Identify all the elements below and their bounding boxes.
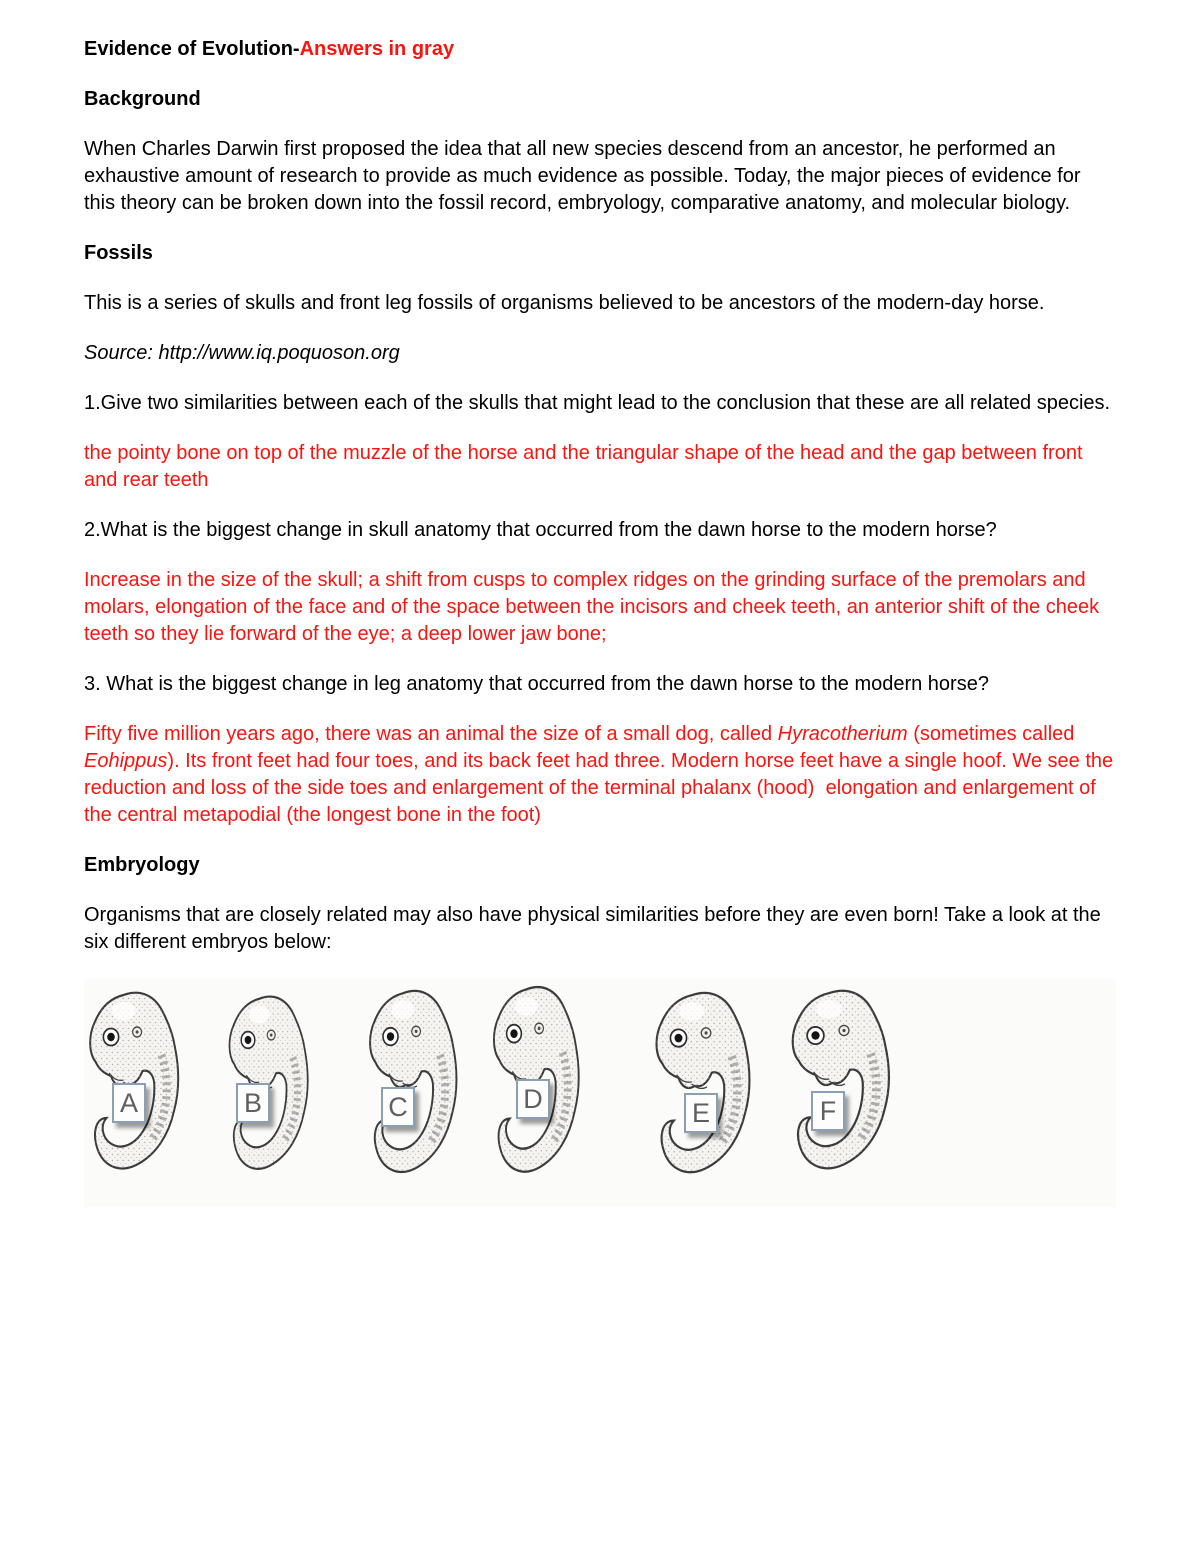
heading-background: Background: [84, 88, 201, 110]
embryo-label-f: [811, 1091, 845, 1131]
answer-2: Increase in the size of the skull; a shift from cusps to complex ridges on the grinding surface of the premolars and molars, elongation of the face and of the space between the incisors and cheek teeth, an anterior shift of the cheek teeth so they lie forward of the eye; a deep lower jaw bone;: [84, 569, 1105, 645]
embryo-label-e: [684, 1093, 718, 1133]
embryo-label-e-text: E: [691, 1097, 710, 1128]
embryo-drawing-f: [786, 983, 904, 1185]
embryo-label-a: [112, 1083, 146, 1123]
fossils-intro: This is a series of skulls and front leg fossils of organisms believed to be ancestors of the modern-day horse.: [84, 292, 1045, 314]
question-2: 2.What is the biggest change in skull anatomy that occurred from the dawn horse to the modern horse?: [84, 519, 997, 541]
page-title: [84, 36, 1116, 63]
embryo-label-c: [381, 1087, 415, 1127]
answer-1: the pointy bone on top of the muzzle of the horse and the triangular shape of the head and the gap between front and rear teeth: [84, 442, 1089, 491]
question-1: 1.Give two similarities between each of the skulls that might lead to the conclusion that these are all related species.: [84, 392, 1111, 414]
embryo-drawing-c: [364, 983, 470, 1189]
embryo-label-b-text: B: [243, 1087, 262, 1118]
page-title-red: Answers in gray: [299, 38, 455, 60]
question-3: 3. What is the biggest change in leg anatomy that occurred from the dawn horse to the modern horse?: [84, 673, 989, 695]
background-paragraph: When Charles Darwin first proposed the idea that all new species descend from an ancestor, he performed an exhaustive amount of research to provide as much evidence as possible. Today, the major pieces of evidence for this theory can be broken down into the fossil record, embryology, comparative anatomy, and molecular biology.: [84, 138, 1081, 214]
embryo-figure: [84, 979, 1116, 1207]
embryology-paragraph: Organisms that are closely related may also have physical similarities before they are even born! Take a look at the six different embryos below:: [84, 904, 1101, 953]
page-title-black: Evidence of Evolution-: [84, 38, 300, 60]
heading-embryology: Embryology: [84, 854, 200, 876]
embryo-drawing-e: [650, 985, 764, 1189]
embryo-label-f-text: F: [819, 1095, 837, 1126]
embryo-label-b: [236, 1083, 270, 1123]
source-line: Source: http://www.iq.poquoson.org: [84, 342, 400, 364]
heading-fossils: Fossils: [84, 242, 153, 264]
answer-3: Fifty five million years ago, there was an animal the size of a small dog, called Hyracotherium (sometimes called Eohippus). Its front feet had four toes, and its back feet had three. Modern horse feet have a single hoof. We see the reduction and loss of the side toes and enlargement of the terminal phalanx (hood) elongation and enlargement of the central metapodial (the longest bone in the foot): [84, 723, 1119, 826]
embryo-label-c-text: C: [388, 1091, 408, 1122]
embryo-label-d-text: D: [523, 1083, 543, 1114]
embryo-label-d: [516, 1079, 550, 1119]
embryo-label-a-text: A: [119, 1087, 138, 1118]
